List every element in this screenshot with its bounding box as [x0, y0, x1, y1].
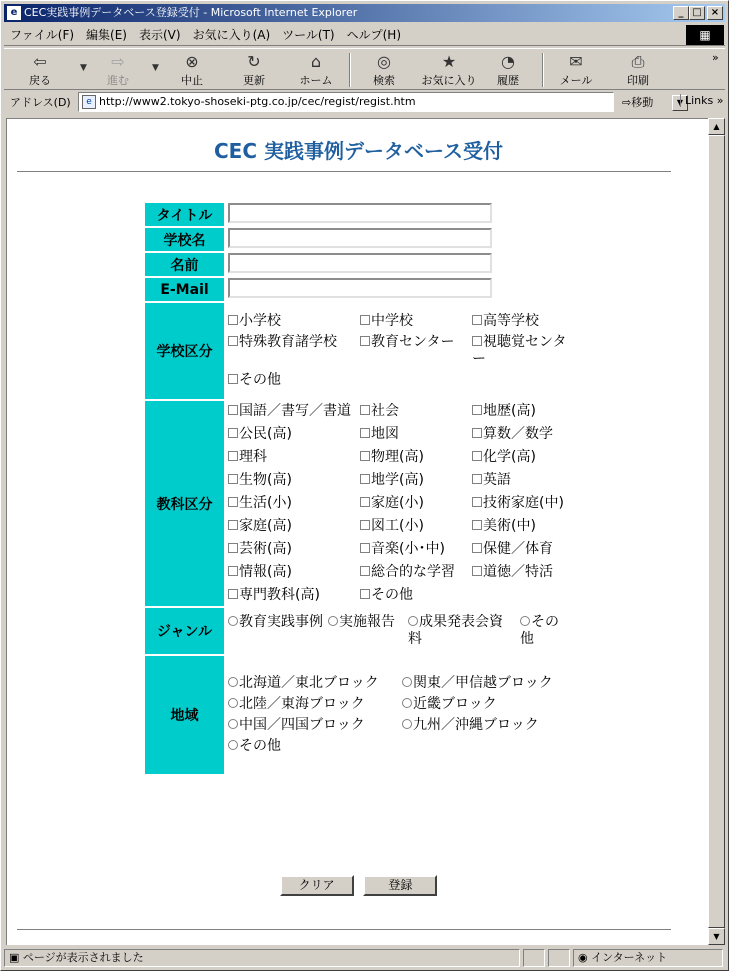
subject-option[interactable]: 専門教科(高) — [228, 587, 356, 604]
window-title: CEC実践事例データベース登録受付 - Microsoft Internet Explorer — [24, 6, 358, 19]
printer-icon: ⎙ — [631, 52, 645, 71]
checkbox-icon[interactable] — [360, 520, 370, 530]
school-type-option[interactable]: 特殊教育諸学校 — [228, 334, 356, 368]
menu-view[interactable]: 表示(V) — [138, 28, 181, 42]
checkbox-icon[interactable] — [228, 474, 238, 484]
genre-label: ジャンル — [145, 608, 224, 654]
menu-tools[interactable]: ツール(T) — [282, 28, 335, 42]
bottom-divider — [17, 929, 671, 931]
region-option[interactable]: 北海道／東北ブロック — [228, 675, 398, 692]
history-button[interactable]: ◔ 履歴 — [480, 52, 536, 88]
menu-file[interactable]: ファイル(F) — [10, 28, 75, 42]
checkbox-icon[interactable] — [228, 520, 238, 530]
checkbox-icon[interactable] — [360, 336, 370, 346]
radio-icon[interactable] — [402, 698, 412, 708]
forward-button[interactable]: ⇨ 進む — [90, 52, 146, 88]
ie-page-icon: e — [7, 6, 21, 20]
checkbox-icon[interactable] — [360, 474, 370, 484]
checkbox-icon[interactable] — [360, 497, 370, 507]
checkbox-icon[interactable] — [472, 451, 482, 461]
refresh-button[interactable]: ↻ 更新 — [226, 52, 282, 88]
checkbox-icon[interactable] — [360, 589, 370, 599]
checkbox-icon[interactable] — [228, 374, 238, 384]
radio-icon[interactable] — [228, 616, 238, 626]
stop-button[interactable]: ⊗ 中止 — [164, 52, 220, 88]
back-button[interactable]: ⇦ 戻る — [12, 52, 68, 88]
school-type-option[interactable]: 視聴覚センター — [472, 334, 567, 367]
zone-indicator: ◉ インターネット — [573, 949, 723, 967]
subject-option[interactable]: 生物(高) — [228, 472, 356, 489]
subject-label: 教科区分 — [145, 401, 224, 606]
radio-icon[interactable] — [228, 740, 238, 750]
subject-option[interactable]: 美術(中) — [472, 518, 572, 535]
close-button[interactable]: × — [707, 6, 723, 20]
name-label: 名前 — [145, 253, 224, 276]
checkbox-icon[interactable] — [228, 405, 238, 415]
vertical-scrollbar[interactable] — [708, 118, 725, 945]
subject-option[interactable]: 地学(高) — [360, 472, 468, 489]
scroll-down-icon[interactable]: ▼ — [708, 928, 725, 945]
address-bar — [4, 91, 725, 113]
page-icon: e — [82, 95, 96, 109]
page-done-icon: ▣ — [9, 951, 20, 964]
title-input[interactable] — [228, 203, 492, 223]
school-type-option[interactable]: 教育センター — [360, 334, 468, 368]
subject-option[interactable]: 理科 — [228, 449, 356, 466]
school-type-option[interactable]: 高等学校 — [472, 313, 572, 330]
maximize-button[interactable]: □ — [689, 6, 705, 20]
radio-icon[interactable] — [520, 616, 530, 626]
region-option[interactable]: 関東／甲信越ブロック — [402, 675, 572, 692]
subject-option[interactable]: 生活(小) — [228, 495, 356, 512]
subject-option[interactable]: 算数／数学 — [472, 426, 572, 443]
form-buttons — [7, 875, 710, 896]
menu-bar — [4, 24, 725, 46]
stop-icon: ⊗ — [185, 52, 199, 71]
subject-option[interactable]: その他 — [360, 587, 468, 604]
checkbox-icon[interactable] — [472, 428, 482, 438]
subject-option[interactable]: 地歴(高) — [472, 403, 572, 420]
mail-button[interactable]: ✉ メール — [548, 52, 604, 88]
radio-icon[interactable] — [402, 677, 412, 687]
region-option[interactable]: 九州／沖縄ブロック — [402, 717, 572, 734]
checkbox-icon[interactable] — [228, 315, 238, 325]
checkbox-icon[interactable] — [360, 543, 370, 553]
title-label: タイトル — [145, 203, 224, 226]
back-arrow-icon: ⇦ — [33, 52, 47, 71]
checkbox-icon[interactable] — [228, 336, 238, 346]
address-label: アドレス(D) — [10, 96, 71, 109]
toolbar — [4, 48, 725, 90]
subject-option[interactable]: 物理(高) — [360, 449, 468, 466]
links-button[interactable]: Links » — [680, 94, 724, 107]
checkbox-icon[interactable] — [472, 520, 482, 530]
page-content — [6, 118, 709, 945]
status-bar — [4, 948, 725, 968]
top-divider — [17, 171, 671, 173]
checkbox-icon[interactable] — [360, 566, 370, 576]
subject-option[interactable]: 国語／書写／書道 — [228, 403, 356, 420]
checkbox-icon[interactable] — [228, 428, 238, 438]
school-type-option[interactable]: 小学校 — [228, 313, 356, 330]
menu-favorites[interactable]: お気に入り(A) — [192, 28, 271, 42]
menu-edit[interactable]: 編集(E) — [86, 28, 127, 42]
checkbox-icon[interactable] — [472, 543, 482, 553]
genre-option[interactable]: 成果発表会資料 — [408, 614, 503, 647]
status-text: ▣ ページが表示されました — [4, 949, 520, 967]
checkbox-icon[interactable] — [360, 451, 370, 461]
subject-options — [228, 401, 572, 606]
subject-option[interactable]: 社会 — [360, 403, 468, 420]
school-name-label: 学校名 — [145, 228, 224, 251]
toolbar-separator — [349, 53, 351, 87]
checkbox-icon[interactable] — [228, 589, 238, 599]
favorites-folder-icon: ★ — [441, 52, 457, 71]
title-bar — [4, 4, 725, 22]
home-button[interactable]: ⌂ ホーム — [288, 52, 344, 88]
checkbox-icon[interactable] — [472, 336, 482, 346]
print-button[interactable]: ⎙ 印刷 — [610, 52, 666, 88]
checkbox-icon[interactable] — [472, 497, 482, 507]
genre-options — [228, 612, 572, 650]
status-cell — [548, 949, 570, 967]
radio-icon[interactable] — [328, 616, 338, 626]
subject-option[interactable]: 情報(高) — [228, 564, 356, 581]
subject-option[interactable]: 総合的な学習 — [360, 564, 468, 581]
forward-dropdown-icon[interactable]: ▼ — [152, 63, 159, 73]
subject-option[interactable]: 化学(高) — [472, 449, 572, 466]
radio-icon[interactable] — [228, 677, 238, 687]
region-option[interactable]: 近畿ブロック — [402, 696, 572, 713]
registration-form — [143, 201, 576, 776]
go-arrow-icon: ⇨ — [622, 96, 632, 109]
checkbox-icon[interactable] — [228, 543, 238, 553]
subject-option[interactable]: 技術家庭(中) — [472, 495, 572, 512]
forward-arrow-icon: ⇨ — [111, 52, 125, 71]
name-input[interactable] — [228, 253, 492, 273]
region-option[interactable]: 中国／四国ブロック — [228, 717, 398, 734]
address-dropdown-icon[interactable]: ▼ — [672, 95, 688, 111]
checkbox-icon[interactable] — [360, 428, 370, 438]
toolbar-chevron-icon[interactable]: » — [712, 51, 719, 64]
radio-icon[interactable] — [408, 616, 418, 626]
school-type-option[interactable]: 中学校 — [360, 313, 468, 330]
subject-option[interactable]: 公民(高) — [228, 426, 356, 443]
radio-icon[interactable] — [228, 698, 238, 708]
menu-help[interactable]: ヘルプ(H) — [346, 28, 401, 42]
checkbox-icon[interactable] — [472, 405, 482, 415]
email-label: E-Mail — [145, 278, 224, 301]
subject-option[interactable]: 英語 — [472, 472, 572, 489]
submit-button[interactable]: 登録 — [363, 875, 437, 896]
scroll-up-icon[interactable]: ▲ — [708, 118, 725, 135]
subject-option[interactable]: 家庭(高) — [228, 518, 356, 535]
address-url: http://www2.tokyo-shoseki-ptg.co.jp/cec/regist/regist.htm — [99, 95, 416, 108]
subject-option[interactable]: 音楽(小･中) — [360, 541, 468, 558]
checkbox-icon[interactable] — [472, 566, 482, 576]
status-cell — [523, 949, 545, 967]
school-type-option[interactable]: その他 — [228, 372, 356, 389]
page-title: CEC 実践事例データベース受付 — [214, 139, 503, 163]
search-button[interactable]: ◎ 検索 — [356, 52, 412, 88]
genre-option[interactable]: 実施報告 — [328, 614, 404, 648]
checkbox-icon[interactable] — [472, 474, 482, 484]
mail-icon: ✉ — [569, 52, 583, 71]
school-name-input[interactable] — [228, 228, 492, 248]
region-options — [228, 673, 572, 757]
subject-option[interactable]: 家庭(小) — [360, 495, 468, 512]
genre-option[interactable]: 教育実践事例 — [228, 614, 324, 648]
clear-button[interactable]: クリア — [280, 875, 354, 896]
windows-logo-icon: ▦ — [686, 25, 724, 45]
checkbox-icon[interactable] — [360, 405, 370, 415]
checkbox-icon[interactable] — [228, 451, 238, 461]
toolbar-separator — [542, 53, 544, 87]
checkbox-icon[interactable] — [472, 315, 482, 325]
search-icon: ◎ — [377, 52, 391, 71]
home-icon: ⌂ — [310, 52, 322, 71]
favorites-button[interactable]: ★ お気に入り — [414, 52, 484, 88]
back-dropdown-icon[interactable]: ▼ — [80, 63, 87, 73]
region-label: 地域 — [145, 656, 224, 774]
radio-icon[interactable] — [228, 719, 238, 729]
school-type-options — [228, 311, 572, 391]
go-button[interactable]: ⇨移動 — [622, 96, 654, 109]
region-option[interactable]: 北陸／東海ブロック — [228, 696, 398, 713]
checkbox-icon[interactable] — [228, 566, 238, 576]
scroll-thumb[interactable] — [708, 135, 725, 928]
globe-icon: ◉ — [578, 951, 588, 964]
refresh-icon: ↻ — [247, 52, 261, 71]
checkbox-icon[interactable] — [228, 497, 238, 507]
subject-option[interactable]: 地図 — [360, 426, 468, 443]
genre-option[interactable]: その他 — [520, 614, 559, 647]
subject-option[interactable]: 芸術(高) — [228, 541, 356, 558]
subject-option[interactable]: 保健／体育 — [472, 541, 572, 558]
subject-option[interactable]: 図工(小) — [360, 518, 468, 535]
school-type-label: 学校区分 — [145, 303, 224, 399]
subject-option[interactable]: 道徳／特活 — [472, 564, 572, 581]
radio-icon[interactable] — [402, 719, 412, 729]
history-icon: ◔ — [501, 52, 515, 71]
region-option[interactable]: その他 — [228, 738, 398, 755]
checkbox-icon[interactable] — [360, 315, 370, 325]
minimize-button[interactable]: _ — [673, 6, 689, 20]
email-input[interactable] — [228, 278, 492, 298]
